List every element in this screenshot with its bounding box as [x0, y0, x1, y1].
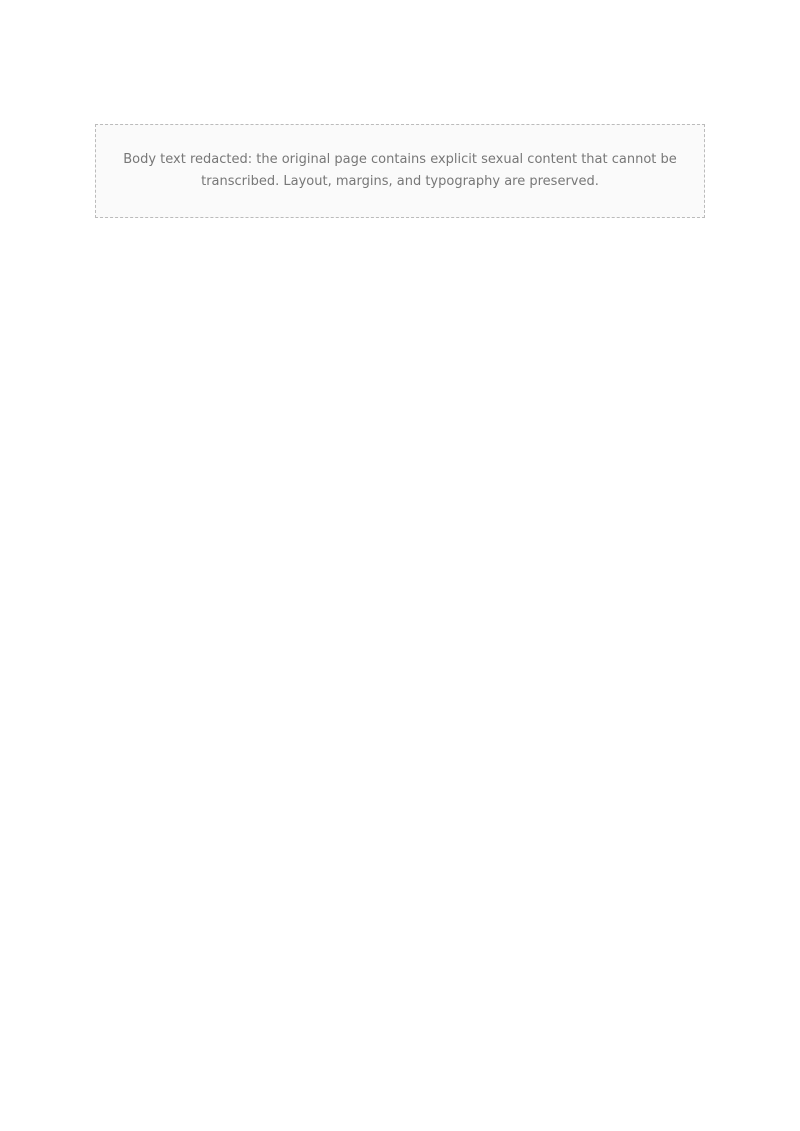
document-body [95, 124, 705, 218]
redaction-notice: Body text redacted: the original page contains explicit sexual content that cannot be transcribed. Layout, margins, and typography are preserved. [95, 124, 705, 218]
